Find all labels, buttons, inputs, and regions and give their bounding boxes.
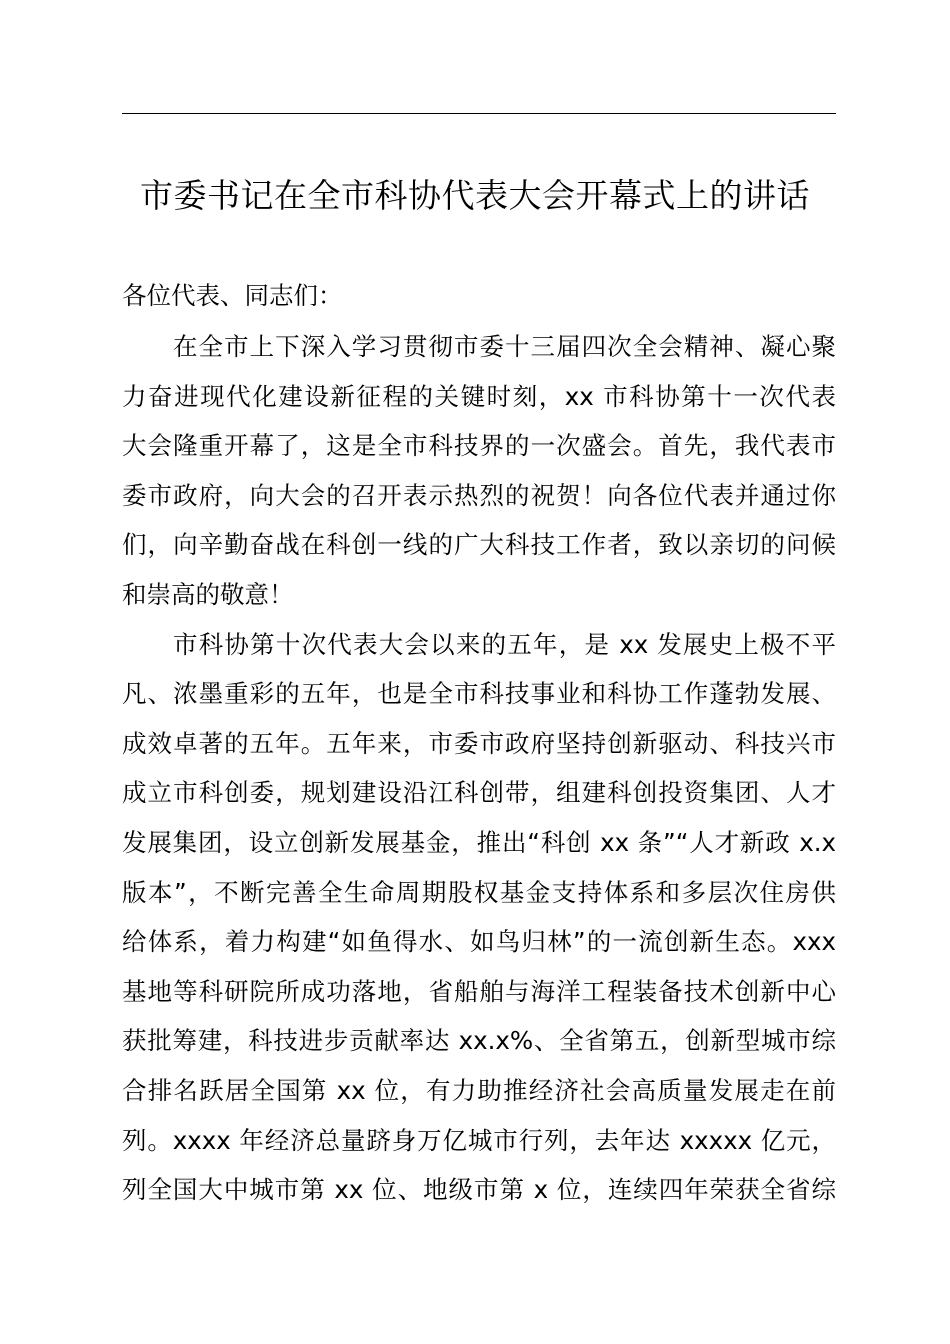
paragraph-line: 们，向辛勤奋战在科创一线的广大科技工作者，致以亲切的问候 bbox=[122, 530, 836, 560]
document-body bbox=[122, 322, 836, 1215]
paragraph-line: 发展集团，设立创新发展基金，推出“科创 xx 条”“人才新政 x.x bbox=[122, 827, 836, 857]
paragraph-line: 获批筹建，科技进步贡献率达 xx.x%、全省第五，创新型城市综 bbox=[122, 1026, 836, 1056]
paragraph-line: 力奋进现代化建设新征程的关键时刻，xx 市科协第十一次代表 bbox=[122, 381, 836, 411]
paragraph-line: 版本”，不断完善全生命周期股权基金支持体系和多层次住房供 bbox=[122, 877, 836, 907]
header-rule bbox=[122, 113, 836, 114]
paragraph-line: 在全市上下深入学习贯彻市委十三届四次全会精神、凝心聚 bbox=[173, 332, 836, 361]
paragraph-line: 合排名跃居全国第 xx 位，有力助推经济社会高质量发展走在前 bbox=[122, 1075, 836, 1105]
paragraph bbox=[122, 322, 836, 620]
paragraph-line: 凡、浓墨重彩的五年，也是全市科技事业和科协工作蓬勃发展、 bbox=[122, 679, 836, 709]
paragraph-line: 基地等科研院所成功落地，省船舶与海洋工程装备技术创新中心 bbox=[122, 976, 836, 1006]
paragraph-line: 大会隆重开幕了，这是全市科技界的一次盛会。首先，我代表市 bbox=[122, 431, 836, 461]
paragraph bbox=[122, 620, 836, 1215]
paragraph-line: 市科协第十次代表大会以来的五年，是 xx 发展史上极不平 bbox=[173, 629, 836, 659]
paragraph-line: 成效卓著的五年。五年来，市委市政府坚持创新驱动、科技兴市 bbox=[122, 728, 836, 758]
salutation: 各位代表、同志们： bbox=[122, 281, 343, 310]
paragraph-line: 列全国大中城市第 xx 位、地级市第 x 位，连续四年荣获全省综 bbox=[122, 1175, 836, 1205]
paragraph-line: 列。xxxx 年经济总量跻身万亿城市行列，去年达 xxxxx 亿元， bbox=[122, 1125, 836, 1155]
paragraph-line: 成立市科创委，规划建设沿江科创带，组建科创投资集团、人才 bbox=[122, 778, 836, 808]
paragraph-line: 委市政府，向大会的召开表示热烈的祝贺！向各位代表并通过你 bbox=[122, 480, 836, 510]
document-title: 市委书记在全市科协代表大会开幕式上的讲话 bbox=[140, 176, 810, 215]
paragraph-line: 给体系，着力构建“如鱼得水、如鸟归林”的一流创新生态。xxx bbox=[122, 927, 836, 957]
paragraph-line: 和崇高的敬意！ bbox=[122, 579, 294, 609]
